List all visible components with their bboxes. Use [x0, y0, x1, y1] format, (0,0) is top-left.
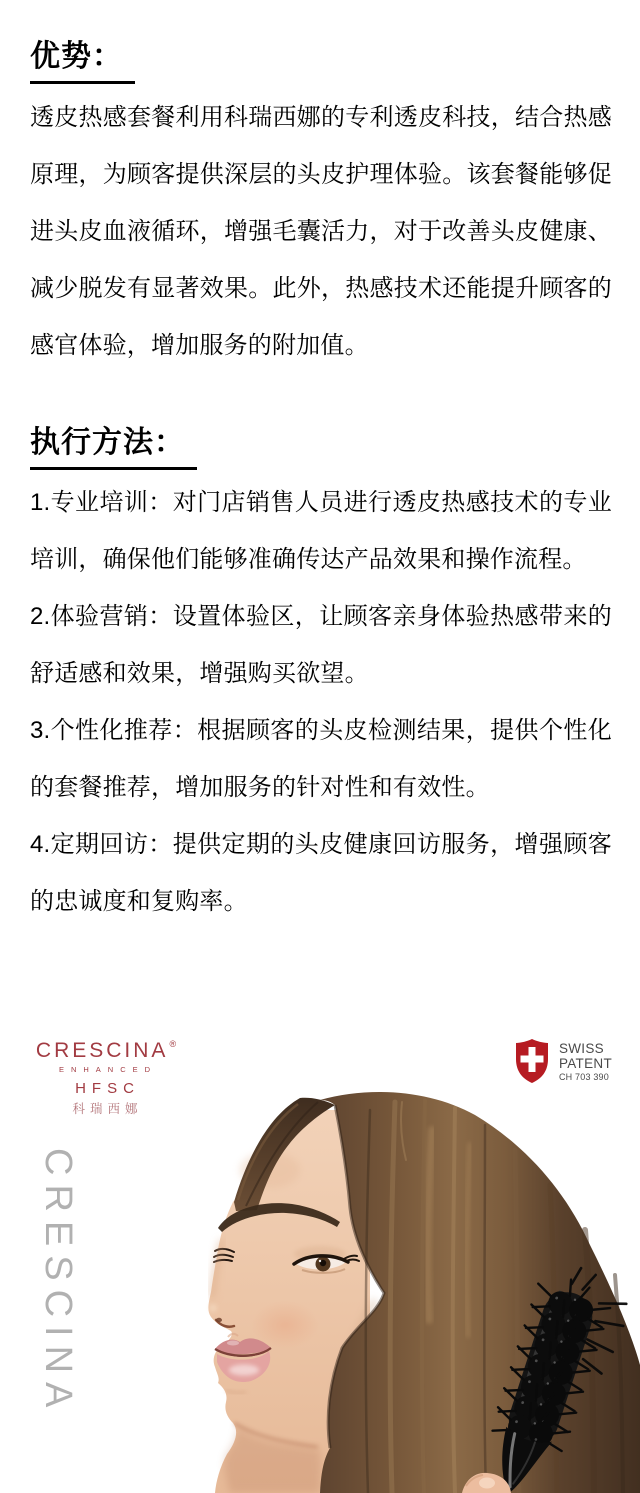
text-line: 感官体验，增加服务的附加值。 [30, 332, 369, 359]
text-line: 1.专业培训：对门店销售人员进行透皮热感技术的专业 [30, 489, 612, 516]
brand-name-text: CRESCINA [35, 1039, 169, 1062]
paragraph-methods [30, 474, 612, 930]
text-line: 2.体验营销：设置体验区，让顾客亲身体验热感带来的 [30, 603, 612, 630]
text-line: 的套餐推荐，增加服务的针对性和有效性。 [30, 774, 490, 801]
lower-lip-gloss [229, 1365, 259, 1376]
brand-name [35, 1040, 177, 1061]
text-line: 减少脱发有显著效果。此外，热感技术还能提升顾客的 [30, 275, 612, 302]
text-line: 3.个性化推荐：根据顾客的头皮检测结果，提供个性化 [30, 717, 612, 744]
text-line: 原理，为顾客提供深层的头皮护理体验。该套餐能够促 [30, 161, 612, 188]
registered-mark: ® [169, 1039, 177, 1049]
upper-lip-gloss [227, 1341, 239, 1346]
brand-subtitle: ENHANCED [58, 1065, 158, 1074]
brand-chinese-name: 科瑞西娜 [72, 1101, 143, 1116]
text-line: 4.定期回访：提供定期的头皮健康回访服务，增强顾客 [30, 831, 612, 858]
patent-number: CH 703 390 [558, 1071, 609, 1082]
nose-tip-highlight [209, 1304, 217, 1312]
swiss-shield-icon [515, 1038, 549, 1084]
heading-text: 优势： [30, 38, 135, 84]
crescina-logo [35, 1040, 177, 1115]
model-photo-illustration [170, 1090, 640, 1493]
text-line: 透皮热感套餐利用科瑞西娜的专利透皮科技，结合热感 [30, 104, 612, 131]
brand-line-hfsc: HFSC [75, 1079, 140, 1097]
cross-horizontal [520, 1056, 543, 1063]
heading-text: 执行方法： [30, 424, 197, 470]
text-line: 的忠诚度和复购率。 [30, 888, 248, 915]
patent-word-1: SWISS [558, 1040, 604, 1056]
patent-text [559, 1041, 612, 1082]
patent-word-2: PATENT [558, 1055, 612, 1071]
promo-photo-block [0, 1030, 640, 1493]
section-heading-methods [30, 424, 197, 470]
swiss-patent-badge [515, 1038, 612, 1084]
text-line: 培训，确保他们能够准确传达产品效果和操作流程。 [30, 546, 587, 573]
nostril [216, 1318, 222, 1322]
eye-glint [319, 1260, 321, 1262]
paragraph-advantages [30, 89, 612, 374]
vertical-brand-watermark: CRESCINA [37, 1148, 79, 1417]
fingernail [479, 1478, 495, 1489]
text-line: 进头皮血液循环，增强毛囊活力，对于改善头皮健康、 [30, 218, 612, 245]
section-heading-advantages [30, 38, 135, 84]
text-line: 舒适感和效果，增强购买欲望。 [30, 660, 369, 687]
